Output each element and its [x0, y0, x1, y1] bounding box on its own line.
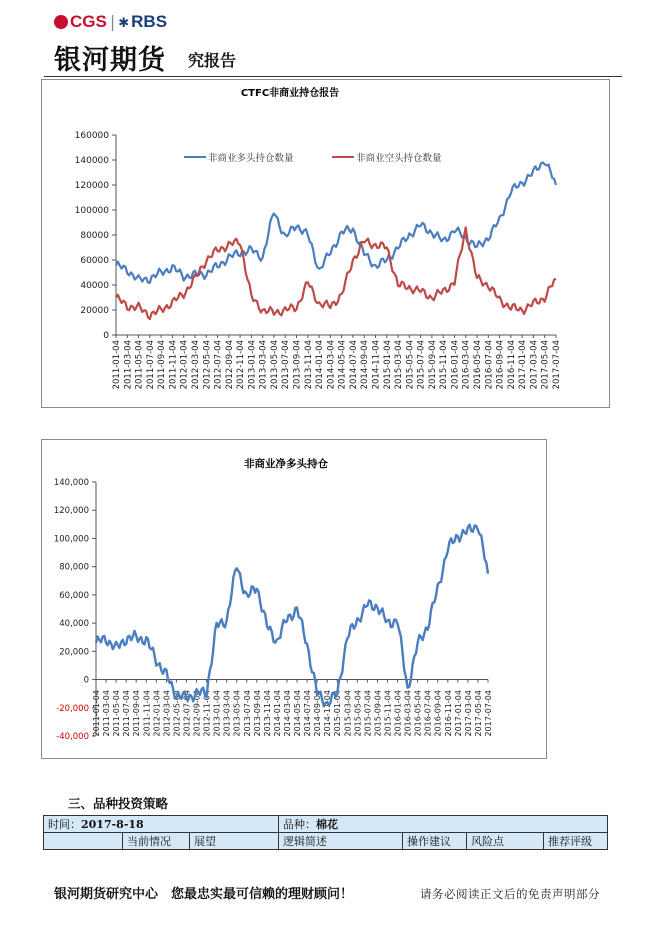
header-risk: 风险点 — [467, 833, 544, 850]
y-tick-label: 80,000 — [59, 562, 89, 573]
legend-short-label: 非商业空头持仓数量 — [356, 153, 442, 164]
y-tick-label: 120,000 — [53, 506, 89, 517]
header-current: 当前情况 — [123, 833, 190, 850]
x-tick-label: 2013-01-04 — [212, 690, 222, 737]
x-tick-label: 2014-03-04 — [282, 690, 292, 737]
chart-legend — [184, 152, 442, 164]
x-tick-label: 2012-05-04 — [172, 690, 182, 737]
y-tick-label: 40000 — [80, 281, 109, 291]
y-tick-label: 100000 — [74, 206, 109, 216]
x-tick-label: 2012-03-04 — [162, 690, 172, 737]
x-tick-label: 2016-01-04 — [450, 340, 461, 390]
chart-title: 非商业净多头持仓 — [244, 458, 328, 470]
x-tick-label: 2012-09-04 — [192, 690, 202, 737]
x-tick-label: 2014-07-04 — [348, 340, 359, 390]
x-tick-label: 2013-01-04 — [247, 340, 258, 390]
x-tick-label: 2016-03-04 — [403, 690, 413, 737]
x-tick-label: 2016-07-04 — [484, 340, 495, 390]
x-tick-label: 2015-07-04 — [416, 340, 427, 390]
x-tick-label: 2011-09-04 — [132, 690, 142, 737]
y-tick-label: -20,000 — [56, 703, 89, 714]
x-tick-label: 2016-07-04 — [423, 690, 433, 737]
cgs-logo-icon — [54, 15, 68, 29]
variety-cell — [279, 816, 608, 833]
x-tick-label: 2013-07-04 — [242, 690, 252, 737]
x-tick-label: 2014-03-04 — [326, 340, 337, 390]
x-tick-label: 2014-09-04 — [360, 340, 371, 390]
y-tick-label: 60000 — [80, 256, 109, 266]
time-cell — [44, 816, 279, 833]
x-tick-label: 2017-05-04 — [473, 690, 483, 737]
table-header-row — [44, 833, 608, 850]
x-tick-label: 2015-09-04 — [427, 340, 438, 390]
y-tick-label: 0 — [83, 675, 89, 686]
x-tick-label: 2014-01-04 — [272, 690, 282, 737]
x-tick-label: 2013-03-04 — [258, 340, 269, 390]
x-tick-label: 2012-07-04 — [182, 690, 192, 737]
x-tick-label: 2013-05-04 — [232, 690, 242, 737]
y-tick-label: 0 — [103, 331, 109, 341]
x-tick-label: 2015-01-04 — [382, 340, 393, 390]
y-tick-label: 80000 — [80, 231, 109, 241]
x-tick-label: 2011-11-04 — [142, 690, 152, 737]
cftc-chart-svg — [42, 80, 609, 407]
y-tick-label: 20000 — [80, 306, 109, 316]
x-tick-label: 2016-05-04 — [413, 690, 423, 737]
time-value: 2017-8-18 — [81, 818, 144, 831]
y-tick-label: 20,000 — [59, 647, 89, 658]
x-tick-label: 2011-01-04 — [112, 340, 122, 390]
x-tick-label: 2011-05-04 — [134, 340, 145, 390]
variety-value: 棉花 — [316, 818, 338, 831]
x-tick-label: 2012-03-04 — [190, 340, 201, 390]
x-tick-label: 2013-03-04 — [222, 690, 232, 737]
x-tick-label: 2017-07-04 — [552, 340, 562, 390]
x-tick-label: 2016-03-04 — [461, 340, 472, 390]
section-title: 三、品种投资策略 — [68, 796, 169, 811]
y-tick-label: 140,000 — [53, 478, 89, 488]
strategy-table — [43, 815, 608, 850]
x-tick-label: 2017-01-04 — [453, 690, 463, 737]
x-tick-label: 2014-05-04 — [293, 690, 303, 737]
x-tick-label: 2014-11-04 — [323, 690, 333, 737]
brand-name: 银河期货 — [54, 45, 166, 76]
x-tick-label: 2012-01-04 — [179, 340, 190, 390]
y-tick-label: 160000 — [74, 131, 109, 141]
series-line-1 — [116, 162, 556, 282]
net-long-chart — [41, 439, 547, 759]
x-tick-label: 2013-11-04 — [303, 340, 314, 390]
legend-long-label: 非商业多头持仓数量 — [208, 153, 294, 164]
footer-disclaimer: 请务必阅读正文后的免责声明部分 — [420, 887, 600, 901]
x-tick-label: 2014-01-04 — [315, 340, 326, 390]
footer-slogan: 银河期货研究中心 您最忠实最可信赖的理财顾问！ — [54, 887, 354, 902]
company-logo — [54, 12, 184, 34]
x-tick-label: 2011-05-04 — [112, 690, 122, 737]
header-outlook: 展望 — [190, 833, 279, 850]
x-tick-label: 2015-07-04 — [363, 690, 373, 737]
x-tick-label: 2014-05-04 — [337, 340, 348, 390]
logo-cgs-text: CGS — [70, 12, 107, 31]
logo-rbs-text: RBS — [131, 12, 168, 31]
x-tick-label: 2011-03-04 — [102, 690, 112, 737]
y-tick-label: 60,000 — [59, 590, 89, 601]
report-subtitle: 究报告 — [188, 51, 237, 70]
x-tick-label: 2011-09-04 — [157, 340, 168, 390]
header-divider — [44, 76, 622, 77]
x-tick-label: 2013-11-04 — [262, 690, 272, 737]
series-line-1 — [96, 525, 488, 707]
x-tick-label: 2013-09-04 — [292, 340, 303, 390]
y-tick-label: 120000 — [74, 181, 109, 191]
header-logic: 逻辑简述 — [279, 833, 403, 850]
y-tick-label: -40,000 — [56, 732, 89, 742]
x-tick-label: 2013-09-04 — [252, 690, 262, 737]
x-tick-label: 2014-07-04 — [303, 690, 313, 737]
y-tick-label: 40,000 — [59, 619, 89, 630]
header-rating: 推荐评级 — [544, 833, 608, 850]
net-long-chart-svg — [42, 440, 546, 758]
x-tick-label: 2013-07-04 — [281, 340, 292, 390]
y-tick-label: 100,000 — [53, 534, 89, 545]
x-tick-label: 2012-11-04 — [202, 690, 212, 737]
x-tick-label: 2014-11-04 — [371, 340, 382, 390]
x-tick-label: 2015-03-04 — [343, 690, 353, 737]
x-tick-label: 2015-03-04 — [394, 340, 405, 390]
logo-separator: | — [109, 12, 116, 31]
x-tick-label: 2011-03-04 — [123, 340, 134, 390]
x-tick-label: 2015-01-04 — [333, 690, 343, 737]
x-tick-label: 2012-05-04 — [202, 340, 213, 390]
x-tick-label: 2016-11-04 — [506, 340, 517, 390]
rbs-logo-icon: ✱ — [118, 16, 130, 31]
cftc-position-chart — [41, 79, 610, 408]
chart-title: CTFC非商业持仓报告 — [240, 88, 340, 99]
x-tick-label: 2012-11-04 — [236, 340, 247, 390]
x-tick-label: 2011-01-04 — [92, 690, 101, 737]
time-label: 时间： — [48, 818, 81, 831]
x-tick-label: 2011-07-04 — [122, 690, 132, 737]
x-tick-label: 2015-11-04 — [383, 690, 393, 737]
x-tick-label: 2017-03-04 — [463, 690, 473, 737]
variety-label: 品种： — [283, 818, 316, 831]
table-meta-row — [44, 816, 608, 833]
x-tick-label: 2016-05-04 — [473, 340, 484, 390]
x-tick-label: 2013-05-04 — [269, 340, 280, 390]
x-tick-label: 2015-05-04 — [405, 340, 416, 390]
header-operation: 操作建议 — [403, 833, 467, 850]
x-tick-label: 2016-11-04 — [443, 690, 453, 737]
x-tick-label: 2017-07-04 — [484, 690, 493, 737]
x-tick-label: 2017-05-04 — [540, 340, 551, 390]
x-tick-label: 2016-09-04 — [495, 340, 506, 390]
x-tick-label: 2015-11-04 — [439, 340, 450, 390]
x-tick-label: 2012-09-04 — [224, 340, 235, 390]
y-tick-label: 140000 — [74, 156, 109, 166]
header-blank — [44, 833, 123, 850]
x-tick-label: 2017-03-04 — [529, 340, 540, 390]
x-tick-label: 2014-09-04 — [313, 690, 323, 737]
x-tick-label: 2016-01-04 — [393, 690, 403, 737]
x-tick-label: 2012-07-04 — [213, 340, 224, 390]
x-tick-label: 2015-09-04 — [373, 690, 383, 737]
x-tick-label: 2015-05-04 — [353, 690, 363, 737]
x-tick-label: 2011-07-04 — [145, 340, 156, 390]
x-tick-label: 2011-11-04 — [168, 340, 179, 390]
x-tick-label: 2016-09-04 — [433, 690, 443, 737]
x-tick-label: 2017-01-04 — [518, 340, 529, 390]
x-tick-label: 2012-01-04 — [152, 690, 162, 737]
